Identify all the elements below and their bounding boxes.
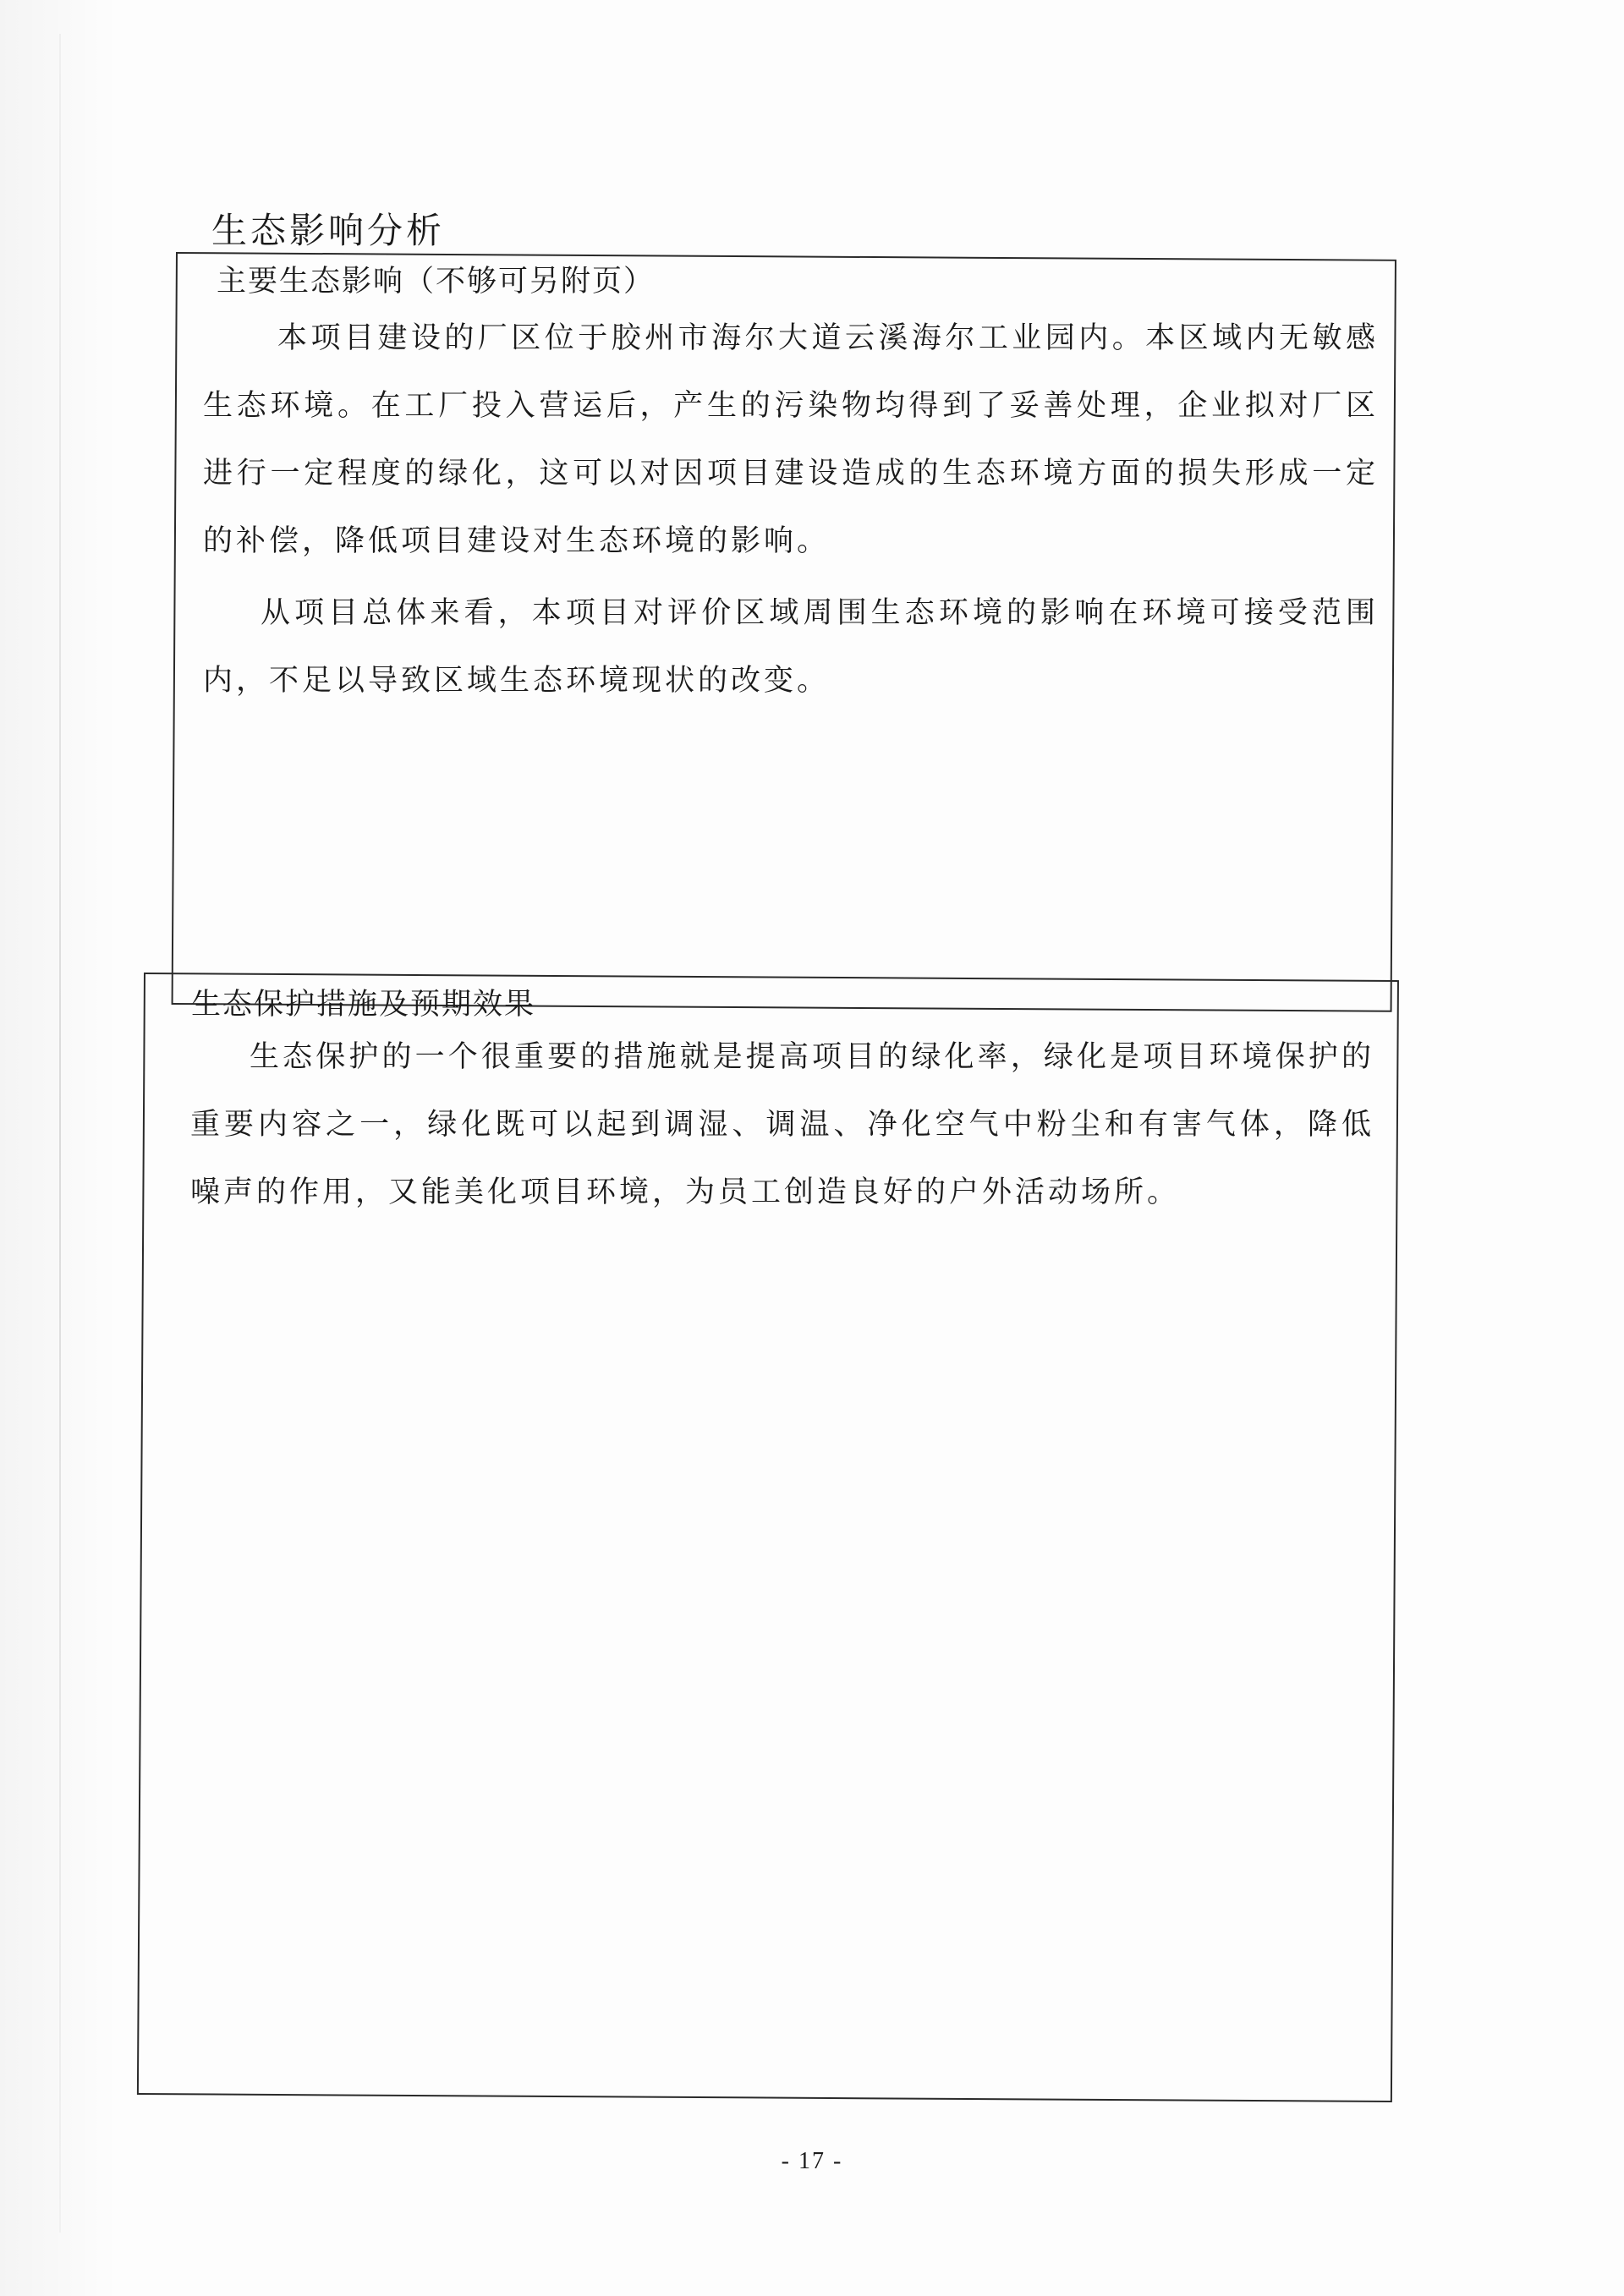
section-title: 生态影响分析 [211,210,446,251]
protection-measures-paragraph-1: 生态保护的一个很重要的措施就是提高项目的绿化率，绿化是项目环境保护的重要内容之一，绿化既可以起到调湿、调温、净化空气中粉尘和有害气体，降低噪声的作用，又能美化项目环境，为员工创造良好的户外活动场所。 [190,1040,1374,1209]
main-impact-heading: 主要生态影响（不够可另附页） [217,265,656,299]
main-impact-paragraph-1: 本项目建设的厂区位于胶州市海尔大道云溪海尔工业园内。本区域内无敏感生态环境。在工厂投入营运后，产生的污染物均得到了妥善处理，企业拟对厂区进行一定程度的绿化，这可以对因项目建设造成的生态环境方面的损失形成一定的补偿，降低项目建设对生态环境的影响。 [203,321,1379,558]
scan-edge-line [59,34,61,2233]
protection-measures-heading: 生态保护措施及预期效果 [191,988,536,1022]
main-impact-paragraph-2: 从项目总体来看，本项目对评价区域周围生态环境的影响在环境可接受范围内，不足以导致区域生态环境现状的改变。 [203,596,1379,698]
page-number: - 17 - [781,2148,843,2174]
